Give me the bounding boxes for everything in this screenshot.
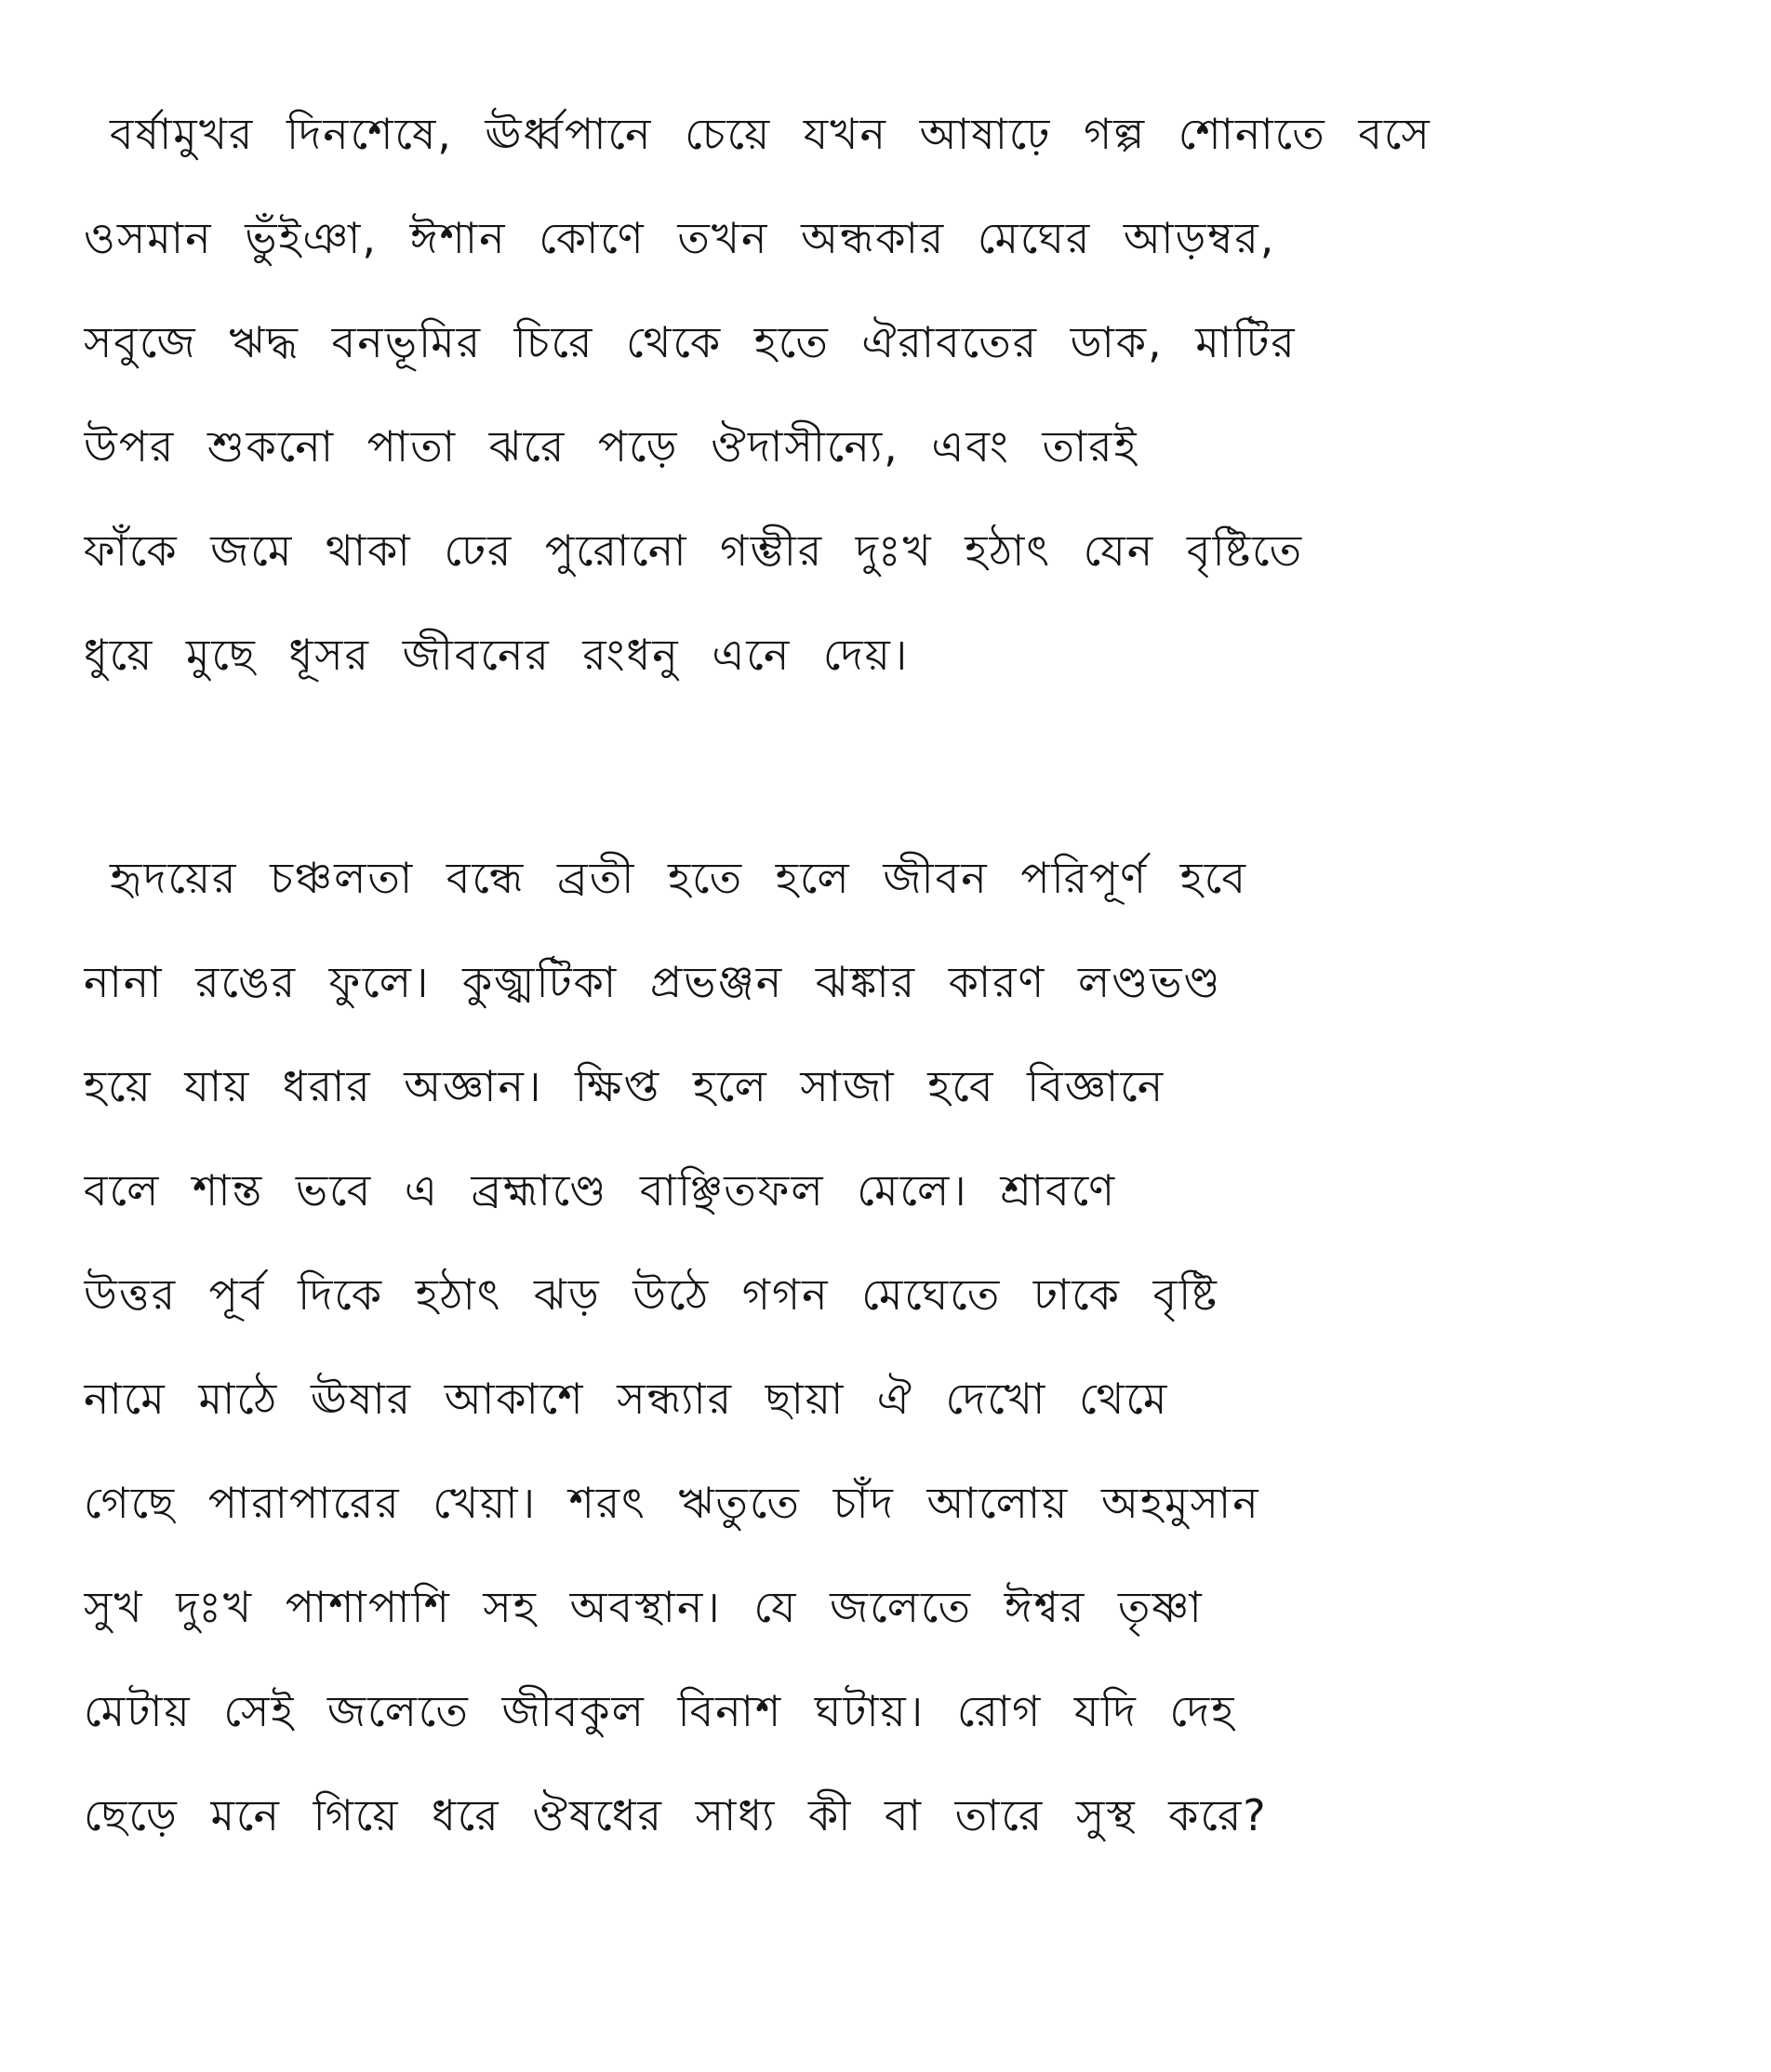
text-line: উত্তর পূর্ব দিকে হঠাৎ ঝড় উঠে গগন মেঘেতে ঢাকে বৃষ্টি: [84, 1269, 1218, 1320]
text-line: মেটায় সেই জলেতে জীবকুল বিনাশ ঘটায়। রোগ যদি দেহ: [84, 1686, 1236, 1736]
text-line: সুখ দুঃখ পাশাপাশি সহ অবস্থান। যে জলেতে ঈশ্বর তৃষ্ণা: [84, 1582, 1204, 1632]
text-line: বলে শান্ত ভবে এ ব্রহ্মাণ্ডে বাঞ্ছিতফল মেলে। শ্রাবণে: [84, 1165, 1117, 1215]
text-line: ওসমান ভুঁইঞা, ঈশান কোণে তখন অন্ধকার মেঘের আড়ম্বর,: [84, 213, 1276, 263]
text-line: উপর শুকনো পাতা ঝরে পড়ে ঔদাসীন্যে, এবং তারই: [84, 421, 1138, 472]
text-line: নানা রঙের ফুলে। কুজ্ঝটিকা প্রভঞ্জন ঝঙ্কার কারণ লণ্ডভণ্ড: [84, 957, 1222, 1007]
text-line: হয়ে যায় ধরার অজ্ঞান। ক্ষিপ্ত হলে সাজা হবে বিজ্ঞানে: [84, 1061, 1165, 1111]
text-line: ছেড়ে মনে গিয়ে ধরে ঔষধের সাধ্য কী বা তারে সুস্থ করে?: [84, 1790, 1268, 1840]
paragraph-2: [84, 826, 1702, 1867]
text-line: নামে মাঠে ঊষার আকাশে সন্ধ্যার ছায়া ঐ দেখো থেমে: [84, 1374, 1169, 1424]
text-line: গেছে পারাপারের খেয়া। শরৎ ঋতুতে চাঁদ আলোয় অহমুসান: [84, 1478, 1260, 1528]
text-line: হৃদয়ের চঞ্চলতা বন্ধে ব্রতী হতে হলে জীবন পরিপূর্ণ হবে: [110, 853, 1247, 903]
text-line: সবুজে ঋদ্ধ বনভূমির চিরে থেকে হতে ঐরাবতের ডাক, মাটির: [84, 317, 1297, 367]
text-line: বর্ষামুখর দিনশেষে, ঊর্ধ্বপানে চেয়ে যখন আষাঢ়ে গল্প শোনাতে বসে: [110, 109, 1431, 159]
text-line: ধুয়ে মুছে ধূসর জীবনের রংধনু এনে দেয়।: [84, 630, 910, 680]
text-line: ফাঁকে জমে থাকা ঢের পুরোনো গম্ভীর দুঃখ হঠাৎ যেন বৃষ্টিতে: [84, 525, 1304, 576]
paragraph-1: [84, 82, 1702, 707]
